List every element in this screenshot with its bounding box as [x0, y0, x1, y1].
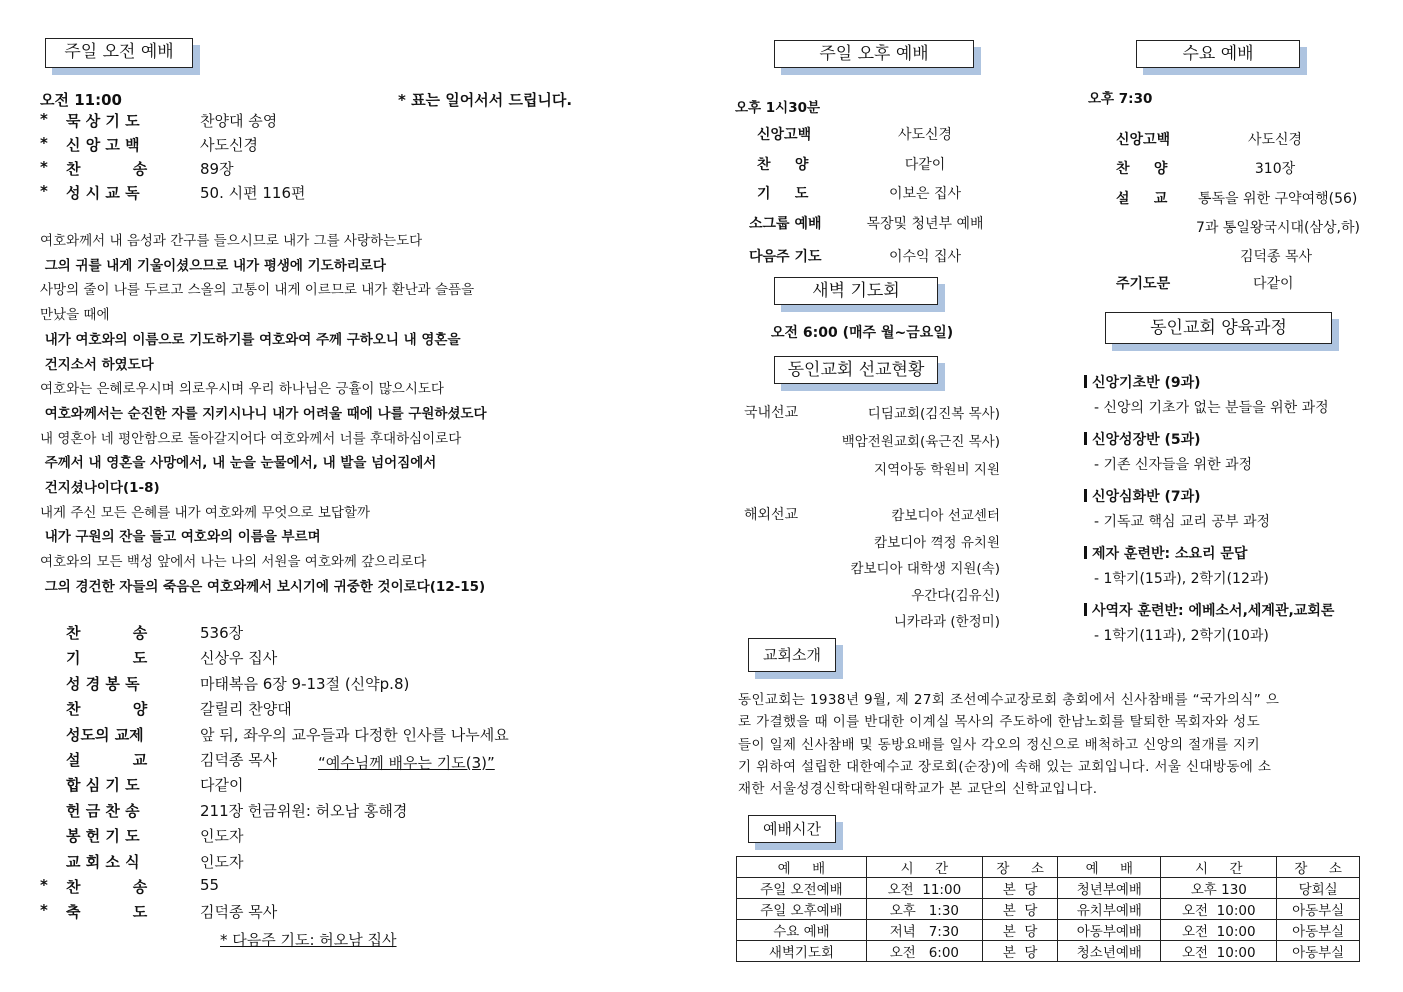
course-description: - 1학기(11과), 2학기(10과): [1094, 628, 1269, 644]
course-name: [1084, 429, 1201, 449]
reading-line: 여호와는 은혜로우시며 의로우시며 우리 하나님은 긍휼이 많으시도다: [40, 381, 444, 398]
reading-line: 그의 귀를 내게 기울이셨으므로 내가 평생에 기도하리로다: [40, 257, 386, 274]
order-value: 김덕종 목사: [200, 751, 278, 769]
afternoon-label: 다음주 기도: [749, 249, 822, 265]
order-label: 설 교: [66, 751, 148, 769]
course-name: [1084, 543, 1247, 563]
schedule-row: [737, 941, 1360, 962]
order-label: 찬 송: [66, 624, 148, 642]
afternoon-service-title: 주일 오후 예배: [774, 40, 974, 68]
reading-line: 사망의 줄이 나를 두르고 스올의 고통이 내게 이르므로 내가 환난과 슬픔을: [40, 282, 475, 299]
schedule-cell: 수요 예배: [737, 920, 867, 941]
reading-line: 건지소서 하였도다: [40, 356, 154, 373]
course-description: - 신앙의 기초가 없는 분들을 위한 과정: [1094, 400, 1329, 416]
order-value: 김덕종 목사: [200, 903, 278, 922]
schedule-cell: 아동부실: [1277, 941, 1360, 962]
schedule-header-cell: 예 배: [1058, 857, 1161, 878]
intro-line: 들이 일제 신사참배 및 동방요배를 일사 각오의 정신으로 배척하고 신앙의 절개를 지키: [738, 736, 1261, 753]
church-intro-title: 교회소개: [748, 638, 836, 672]
standing-star: *: [40, 876, 48, 894]
course-name-text: 신앙성장반 (5과): [1092, 432, 1201, 448]
schedule-cell: 본 당: [982, 920, 1057, 941]
afternoon-value: 목장및 청년부 예배: [866, 216, 984, 232]
afternoon-label: 소그룹 예배: [749, 216, 822, 232]
schedule-cell: 아동부실: [1277, 920, 1360, 941]
reading-line: 여호와께서는 순진한 자를 지키시나니 내가 어려울 때에 나를 구원하셨도다: [40, 405, 487, 422]
order-value: 536장: [200, 624, 244, 642]
standing-star: *: [40, 901, 48, 920]
intro-line: 로 가결했을 때 이를 반대한 이계실 목사의 주도하에 한남노회를 탈퇴한 목회자와 성도: [738, 714, 1261, 731]
course-name: [1084, 372, 1201, 392]
order-value: 마태복음 6장 9-13절 (신약p.8): [200, 674, 410, 693]
standing-star: *: [40, 110, 48, 128]
sermon-title: “예수님께 배우는 기도(3)”: [318, 754, 495, 772]
wednesday-value: 310장: [1254, 161, 1296, 177]
order-value: 갈릴리 찬양대: [200, 700, 292, 719]
course-name-text: 신앙심화반 (7과): [1092, 489, 1201, 505]
order-value: 55: [200, 876, 220, 894]
schedule-title: 예배시간: [748, 815, 836, 843]
order-value: 인도자: [200, 827, 244, 846]
afternoon-label: 기 도: [757, 186, 809, 202]
order-label: 축 도: [66, 903, 148, 922]
course-name-text: 사역자 훈련반: 에베소서,세계관,교회론: [1092, 603, 1335, 619]
order-label: 합 심 기 도: [66, 776, 140, 795]
reading-line: 여호와의 모든 백성 앞에서 나는 나의 서원을 여호와께 갚으리로다: [40, 554, 427, 571]
wednesday-value: 사도신경: [1247, 132, 1303, 148]
order-label: 기 도: [66, 649, 148, 668]
schedule-cell: 본 당: [982, 878, 1057, 899]
reading-line: 여호와께서 내 음성과 간구를 들으시므로 내가 그를 사랑하는도다: [40, 233, 423, 249]
wednesday-closing-value: 다같이: [1253, 276, 1294, 292]
domestic-mission-item: 지역아동 학원비 지원: [874, 462, 1000, 478]
wednesday-label: 찬 양: [1116, 161, 1168, 177]
reading-line: 만났을 때에: [40, 307, 110, 324]
morning-service-title: 주일 오전 예배: [45, 38, 193, 68]
schedule-cell: 오전 10:00: [1161, 899, 1277, 920]
order-label: 성 시 교 독: [66, 184, 140, 202]
morning-time: 오전 11:00: [40, 91, 122, 109]
schedule-cell: 주일 오전예배: [737, 878, 867, 899]
schedule-cell: 오후 130: [1161, 878, 1277, 899]
schedule-cell: 주일 오후예배: [737, 899, 867, 920]
course-bullet-icon: [1084, 489, 1087, 502]
order-label: 성 경 봉 독: [66, 674, 140, 693]
order-value: 인도자: [200, 852, 244, 871]
reading-line: 건지셨나이다(1-8): [40, 480, 160, 496]
order-value: 다같이: [200, 776, 244, 795]
intro-line: 동인교회는 1938년 9월, 제 27회 조선예수교장로회 총회에서 신사참배를 “국가의식” 으: [738, 692, 1280, 708]
missions-title: 동인교회 선교현황: [774, 356, 938, 384]
schedule-cell: 청소년예배: [1058, 941, 1161, 962]
dawn-prayer-time: 오전 6:00 (매주 월~금요일): [771, 325, 954, 341]
standing-star: *: [40, 134, 48, 152]
wednesday-label: 신앙고백: [1116, 132, 1171, 148]
schedule-cell: 오후 1:30: [866, 899, 982, 920]
wednesday-label: 설 교: [1116, 191, 1168, 207]
reading-line: 내가 구원의 잔을 들고 여호와의 이름을 부르며: [40, 529, 321, 546]
schedule-header-row: [737, 857, 1360, 878]
overseas-mission-item: 우간다(김유신): [911, 587, 1000, 604]
schedule-cell: 본 당: [982, 899, 1057, 920]
schedule-cell: 오전 6:00: [866, 941, 982, 962]
next-week-prayer: * 다음주 기도: 허오남 집사: [220, 931, 397, 949]
course-name: [1084, 600, 1334, 620]
order-label: 교 회 소 식: [66, 852, 140, 871]
order-value: 211장 헌금위원: 허오남 홍해경: [200, 801, 408, 820]
order-label: 봉 헌 기 도: [66, 827, 140, 846]
standing-star: *: [40, 182, 48, 200]
schedule-cell: 저녁 7:30: [866, 920, 982, 941]
schedule-cell: 새벽기도회: [737, 941, 867, 962]
reading-line: 그의 경건한 자들의 죽음은 여호와께서 보시기에 귀중한 것이로다(12-15): [40, 578, 486, 595]
schedule-header-cell: 시 간: [866, 857, 982, 878]
domestic-missions-label: 국내선교: [744, 405, 799, 421]
schedule-header-cell: 예 배: [737, 857, 867, 878]
course-description: - 기존 신자들을 위한 과정: [1094, 457, 1253, 473]
intro-line: 기 위하여 설립한 대한예수교 장로회(순장)에 속해 있는 교회입니다. 서울 신대방동에 소: [738, 758, 1272, 775]
course-description: - 기독교 핵심 교리 공부 과정: [1094, 514, 1271, 530]
course-name: [1084, 486, 1201, 506]
reading-line: 주께서 내 영혼을 사망에서, 내 눈을 눈물에서, 내 발을 넘어짐에서: [40, 455, 437, 472]
intro-line: 재한 서울성경신학대학원대학교가 본 교단의 신학교입니다.: [738, 781, 1098, 798]
overseas-mission-item: 니카라과 (한정미): [893, 614, 1000, 630]
schedule-cell: 유치부예배: [1058, 899, 1161, 920]
schedule-cell: 오전 11:00: [866, 878, 982, 899]
order-label: 묵 상 기 도: [66, 112, 140, 130]
course-bullet-icon: [1084, 375, 1087, 388]
order-value: 신상우 집사: [200, 649, 278, 668]
standing-note: * 표는 일어서서 드립니다.: [398, 91, 573, 109]
course-name-text: 제자 훈련반: 소요리 문답: [1092, 546, 1248, 562]
overseas-missions-label: 해외선교: [744, 507, 799, 523]
order-value: 89장: [200, 160, 234, 178]
wednesday-closing-label: 주기도문: [1116, 276, 1171, 292]
schedule-header-cell: 시 간: [1161, 857, 1277, 878]
standing-star: *: [40, 158, 48, 176]
reading-line: 내가 여호와의 이름으로 기도하기를 여호와여 주께 구하오니 내 영혼을: [40, 331, 461, 348]
schedule-cell: 청년부예배: [1058, 878, 1161, 899]
order-label: 성도의 교제: [66, 725, 144, 744]
domestic-mission-item: 백암전원교회(육근진 목사): [841, 434, 1000, 450]
dawn-prayer-title: 새벽 기도회: [774, 277, 938, 305]
order-value: 찬양대 송영: [200, 112, 278, 130]
afternoon-value: 이수익 집사: [888, 249, 962, 265]
reading-line: 내게 주신 모든 은혜를 내가 여호와께 무엇으로 보답할까: [40, 504, 370, 521]
schedule-cell: 본 당: [982, 941, 1057, 962]
order-value: 사도신경: [200, 136, 258, 154]
afternoon-label: 신앙고백: [757, 127, 812, 143]
schedule-header-cell: 장 소: [982, 857, 1057, 878]
course-bullet-icon: [1084, 432, 1087, 445]
schedule-row: [737, 899, 1360, 920]
schedule-cell: 아동부예배: [1058, 920, 1161, 941]
overseas-mission-item: 캄보디아 대학생 지원(속): [850, 561, 1000, 577]
course-description: - 1학기(15과), 2학기(12과): [1094, 571, 1269, 587]
schedule-cell: 당회실: [1277, 878, 1360, 899]
wednesday-value: 통독을 위한 구약여행(56): [1198, 191, 1358, 207]
order-value: 50. 시편 116편: [200, 184, 306, 202]
domestic-mission-item: 디딤교회(김진복 목사): [867, 406, 1000, 422]
training-title: 동인교회 양육과정: [1105, 312, 1332, 344]
schedule-header-cell: 장 소: [1277, 857, 1360, 878]
order-label: 찬 송: [66, 878, 148, 896]
afternoon-value: 다같이: [904, 157, 946, 173]
order-label: 찬 양: [66, 700, 148, 719]
order-label: 찬 송: [66, 160, 148, 178]
wednesday-time: 오후 7:30: [1088, 91, 1153, 107]
schedule-cell: 오전 10:00: [1161, 920, 1277, 941]
afternoon-value: 이보은 집사: [888, 186, 962, 202]
schedule-cell: 아동부실: [1277, 899, 1360, 920]
wednesday-sermon-line2: 7과 통일왕국시대(삼상,하): [1196, 220, 1360, 236]
schedule-table: [736, 856, 1360, 962]
schedule-row: [737, 878, 1360, 899]
wednesday-preacher: 김덕종 목사: [1240, 249, 1313, 265]
afternoon-label: 찬 양: [757, 157, 809, 173]
schedule-cell: 오전 10:00: [1161, 941, 1277, 962]
order-value: 앞 뒤, 좌우의 교우들과 다정한 인사를 나누세요: [200, 725, 509, 744]
course-bullet-icon: [1084, 603, 1087, 616]
course-bullet-icon: [1084, 546, 1087, 559]
course-name-text: 신앙기초반 (9과): [1092, 375, 1201, 391]
afternoon-time: 오후 1시30분: [735, 100, 821, 116]
order-label: 헌 금 찬 송: [66, 801, 140, 820]
afternoon-value: 사도신경: [897, 127, 953, 143]
overseas-mission-item: 캄보디아 껵정 유치원: [874, 534, 1000, 551]
overseas-mission-item: 캄보디아 선교센터: [891, 508, 1000, 524]
wednesday-service-title: 수요 예배: [1136, 40, 1300, 68]
schedule-row: [737, 920, 1360, 941]
order-label: 신 앙 고 백: [66, 136, 140, 154]
reading-line: 내 영혼아 네 평안함으로 돌아갈지어다 여호와께서 너를 후대하심이로다: [40, 430, 462, 447]
